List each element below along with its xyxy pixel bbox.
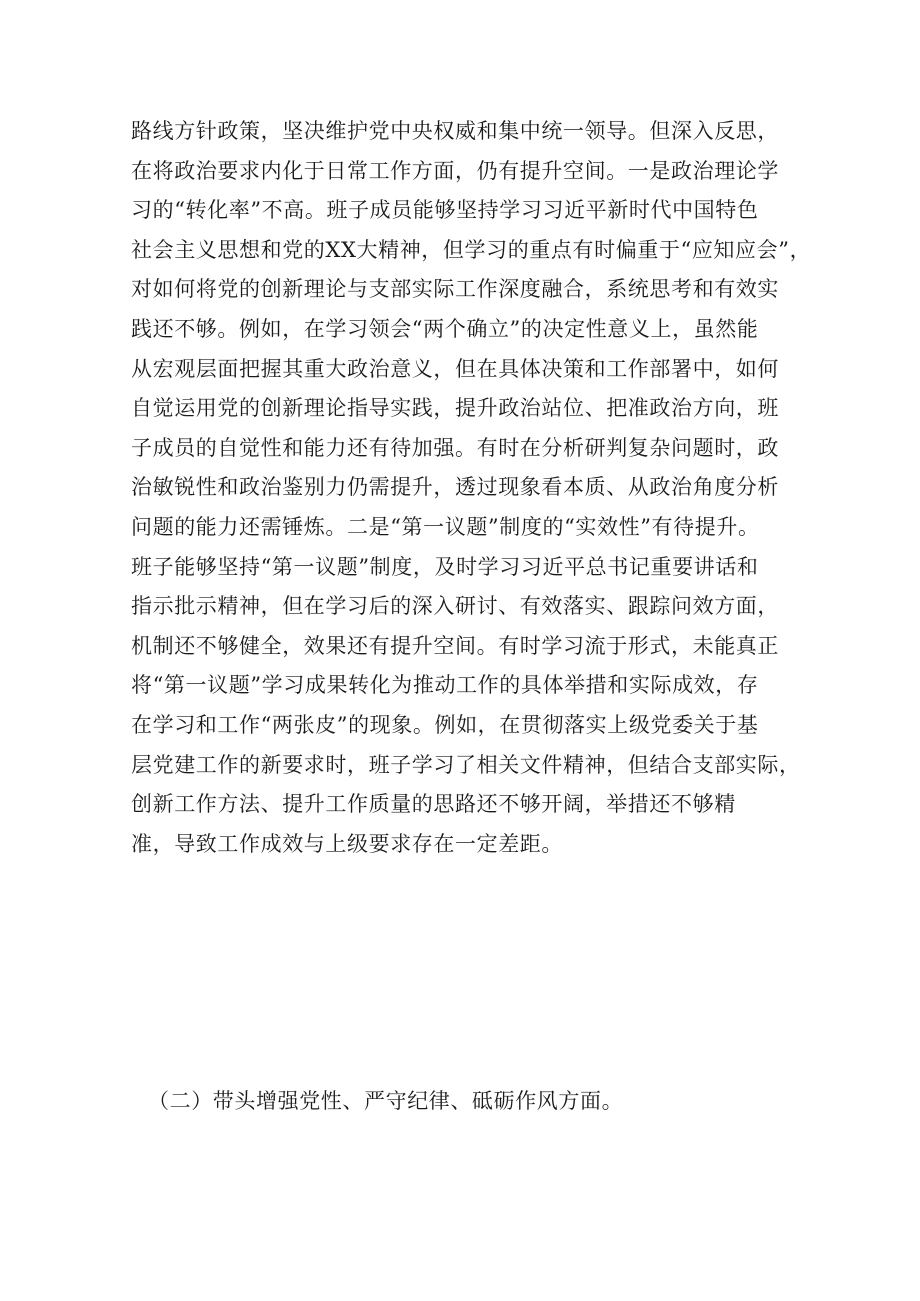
paragraph-line: 将“第一议题”学习成果转化为推动工作的具体举措和实际成效，存 [131,673,759,698]
paragraph-line: 问题的能力还需锤炼。二是“第一议题”制度的“实效性”有待提升。 [131,514,760,539]
paragraph-line: 从宏观层面把握其重大政治意义，但在具体决策和工作部署中，如何 [131,356,779,381]
paragraph-line: 践还不够。例如，在学习领会“两个确立”的决定性意义上，虽然能 [131,316,759,341]
paragraph-line: 习的“转化率”不高。班子成员能够坚持学习习近平新时代中国特色 [131,198,759,223]
paragraph-line: 机制还不够健全，效果还有提升空间。有时学习流于形式，未能真正 [131,633,779,658]
paragraph-line: 准，导致工作成效与上级要求存在一定差距。 [131,831,563,856]
paragraph-line: 层党建工作的新要求时，班子学习了相关文件精神，但结合支部实际， [131,752,801,777]
paragraph-line: 在学习和工作“两张皮”的现象。例如，在贯彻落实上级党委关于基 [131,712,759,737]
paragraph-line: 在将政治要求内化于日常工作方面，仍有提升空间。一是政治理论学 [131,158,779,183]
paragraph-line: 自觉运用党的创新理论指导实践，提升政治站位、把准政治方向，班 [131,396,779,421]
paragraph-line: 创新工作方法、提升工作质量的思路还不够开阔，举措还不够精 [131,792,736,817]
paragraph-line: 子成员的自觉性和能力还有待加强。有时在分析研判复杂问题时，政 [131,435,779,460]
paragraph-line: 路线方针政策，坚决维护党中央权威和集中统一领导。但深入反思， [131,119,779,143]
section-heading: （二）带头增强党性、严守纪律、砥砺作风方面。 [148,1089,624,1113]
paragraph-line: 社会主义思想和党的XX大精神，但学习的重点有时偏重于“应知应会”， [131,237,812,262]
body-paragraph [131,112,811,864]
paragraph-line: 治敏锐性和政治鉴别力仍需提升，透过现象看本质、从政治角度分析 [131,475,779,500]
paragraph-line: 指示批示精神，但在学习后的深入研讨、有效落实、跟踪问效方面， [131,594,779,619]
paragraph-line: 对如何将党的创新理论与支部实际工作深度融合，系统思考和有效实 [131,277,779,302]
paragraph-line: 班子能够坚持“第一议题”制度，及时学习习近平总书记重要讲话和 [131,554,759,579]
